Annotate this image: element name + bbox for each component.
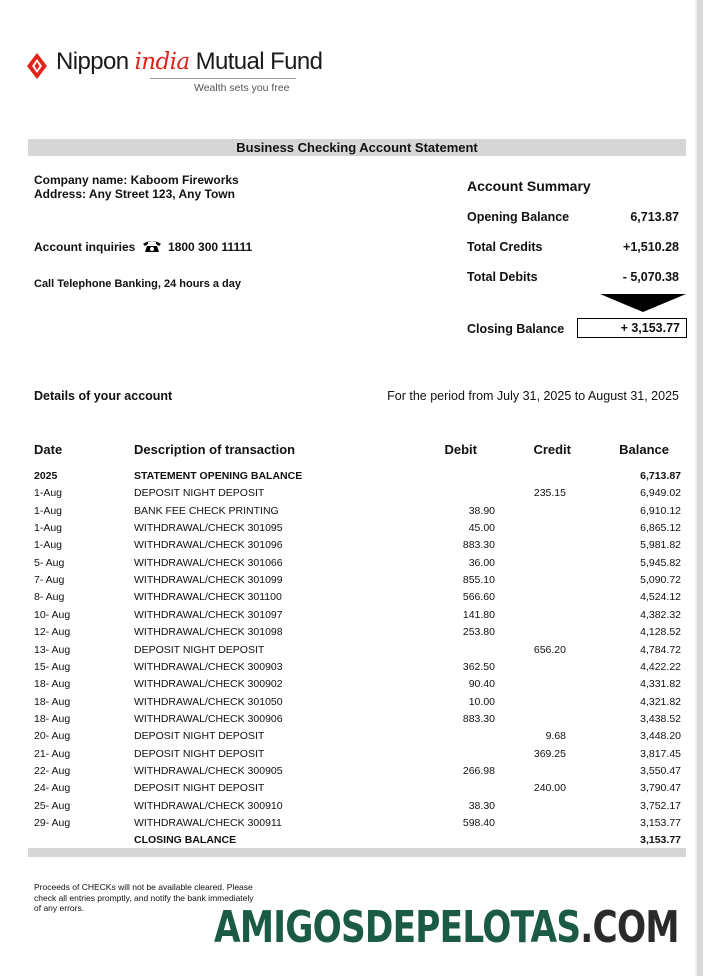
table-row [0,661,703,678]
cell-balance: 6,910.12 [640,504,681,517]
cell-credit: 369.25 [533,747,566,760]
cell-description: DEPOSIT NIGHT DEPOSIT [134,730,265,743]
table-row [0,539,703,556]
cell-description: WITHDRAWAL/CHECK 301066 [134,556,283,569]
cell-date: 18- Aug [34,695,71,708]
table-row [0,609,703,626]
company-info [34,173,239,201]
footnote: Proceeds of CHECKs will not be available cleared. Please check all entries promptly, and notify the bank immediately of any errors. [34,882,254,913]
cell-debit: 253.80 [462,626,495,639]
cell-description: WITHDRAWAL/CHECK 301097 [134,608,283,621]
table-row [0,626,703,643]
cell-debit: 566.60 [462,591,495,604]
cell-balance: 4,382.32 [640,608,681,621]
cell-balance: 5,090.72 [640,574,681,587]
table-row [0,817,703,834]
cell-date: 1-Aug [34,539,63,552]
cell-date: 25- Aug [34,799,71,812]
cell-date: 22- Aug [34,764,71,777]
cell-description: DEPOSIT NIGHT DEPOSIT [134,643,265,656]
cell-balance: 3,153.77 [640,817,681,829]
statement-title-bar [28,139,686,156]
cell-description: WITHDRAWAL/CHECK 301096 [134,539,283,552]
table-row [0,591,703,608]
cell-description: WITHDRAWAL/CHECK 301050 [134,695,283,708]
cell-date: 1-Aug [34,504,63,517]
column-header-debit: Debit [444,442,477,457]
cell-balance: 5,945.82 [640,556,681,569]
statement-title: Business Checking Account Statement [236,140,478,155]
table-row [0,487,703,504]
cell-description: DEPOSIT NIGHT DEPOSIT [134,487,265,500]
cell-description: CLOSING BALANCE [134,834,237,847]
cell-debit: 598.40 [462,817,495,829]
details-heading: Details of your account [34,389,173,403]
table-row [0,800,703,817]
cell-debit: 855.10 [462,574,495,587]
total-credits-value: +1,510.28 [623,240,679,254]
cell-date: 21- Aug [34,747,71,760]
cell-date: 20- Aug [34,730,71,743]
cell-balance: 3,153.77 [640,834,681,847]
cell-description: WITHDRAWAL/CHECK 301100 [134,591,282,604]
cell-date: 7- Aug [34,574,65,587]
cell-balance: 4,422.22 [640,660,681,673]
cell-balance: 4,784.72 [640,643,681,656]
cell-description: DEPOSIT NIGHT DEPOSIT [134,782,265,795]
table-row [0,557,703,574]
table-row [0,748,703,765]
opening-balance-label: Opening Balance [467,210,570,224]
table-row [0,782,703,799]
table-row [0,765,703,782]
cell-date: 1-Aug [34,487,63,500]
cell-description: WITHDRAWAL/CHECK 300911 [134,817,282,829]
account-inquiries [34,239,252,254]
cell-description: WITHDRAWAL/CHECK 300906 [134,712,283,725]
statement-period: For the period from July 31, 2025 to August 31, 2025 [387,389,679,403]
cell-description: WITHDRAWAL/CHECK 301099 [134,574,283,587]
cell-balance: 6,865.12 [640,522,681,535]
site-watermark: AMIGOSDEPELOTAS.COM [214,902,679,953]
cell-date: 29- Aug [34,817,71,829]
cell-date: 5- Aug [34,556,65,569]
cell-description: STATEMENT OPENING BALANCE [134,470,303,482]
cell-date: 18- Aug [34,712,71,725]
cell-balance: 4,331.82 [640,678,681,691]
cell-balance: 3,790.47 [640,782,681,795]
cell-date: 13- Aug [34,643,71,656]
total-debits-label: Total Debits [467,270,538,284]
cell-date: 12- Aug [34,626,71,639]
cell-description: DEPOSIT NIGHT DEPOSIT [134,747,265,760]
cell-balance: 6,949.02 [640,487,681,500]
logo-divider [150,78,296,79]
cell-date: 1-Aug [34,522,63,535]
table-end-bar [28,848,686,857]
cell-description: WITHDRAWAL/CHECK 300905 [134,764,283,777]
cell-description: WITHDRAWAL/CHECK 300903 [134,660,283,673]
company-address: Address: Any Street 123, Any Town [34,187,235,201]
table-row [0,574,703,591]
cell-credit: 235.15 [533,487,566,500]
cell-date: 8- Aug [34,591,65,604]
cell-balance: 5,981.82 [640,539,681,552]
cell-description: WITHDRAWAL/CHECK 301098 [134,626,283,639]
cell-balance: 3,438.52 [640,712,681,725]
cell-description: WITHDRAWAL/CHECK 300902 [134,678,283,691]
cell-debit: 883.30 [462,712,495,725]
cell-credit: 9.68 [545,730,566,743]
table-row [0,522,703,539]
cell-balance: 3,448.20 [640,730,681,743]
company-name: Company name: Kaboom Fireworks [34,173,239,187]
cell-debit: 38.30 [468,799,495,812]
telephone-banking-note: Call Telephone Banking, 24 hours a day [34,278,242,290]
closing-balance-value: + 3,153.77 [577,318,687,338]
cell-date: 18- Aug [34,678,71,691]
cell-balance: 4,524.12 [640,591,681,604]
cell-debit: 141.80 [462,608,495,621]
cell-balance: 6,713.87 [640,470,681,482]
table-row [0,470,703,487]
cell-debit: 362.50 [462,660,495,673]
cell-debit: 266.98 [462,764,495,777]
telephone-icon [142,239,162,253]
cell-debit: 45.00 [468,522,495,535]
table-row [0,713,703,730]
cell-date: 2025 [34,470,58,482]
cell-debit: 10.00 [468,695,495,708]
cell-date: 10- Aug [34,608,71,621]
cell-description: WITHDRAWAL/CHECK 301095 [134,522,283,535]
cell-debit: 38.90 [468,504,495,517]
cell-date: 15- Aug [34,660,71,673]
cell-balance: 4,321.82 [640,695,681,708]
table-row [0,505,703,522]
inquiries-phone: 1800 300 11111 [168,240,253,254]
total-debits-value: - 5,070.38 [622,270,679,284]
cell-date: 24- Aug [34,782,71,795]
logo-tagline: Wealth sets you free [194,82,290,94]
closing-balance-label: Closing Balance [467,322,565,336]
cell-credit: 240.00 [533,782,566,795]
cell-description: WITHDRAWAL/CHECK 300910 [134,799,283,812]
account-summary-title: Account Summary [467,178,591,194]
cell-balance: 3,817.45 [640,747,681,760]
table-row [0,678,703,695]
cell-description: BANK FEE CHECK PRINTING [134,504,279,517]
cell-debit: 90.40 [468,678,495,691]
column-header-balance: Balance [619,442,669,457]
column-header-date: Date [34,442,63,457]
inquiries-label: Account inquiries [34,240,136,254]
table-row [0,644,703,661]
table-row [0,696,703,713]
table-row [0,730,703,747]
logo-wordmark: Nippon india Mutual Fund [56,48,323,75]
cell-balance: 3,752.17 [640,799,681,812]
cell-debit: 36.00 [468,556,495,569]
brand-logo [26,44,323,100]
column-header-credit: Credit [533,442,571,457]
cell-debit: 883.30 [462,539,495,552]
cell-balance: 3,550.47 [640,764,681,777]
column-header-description: Description of transaction [134,442,296,457]
total-credits-label: Total Credits [467,240,543,254]
logo-diamond-icon [26,52,48,80]
down-arrow-icon [600,294,686,312]
cell-balance: 4,128.52 [640,626,681,639]
opening-balance-value: 6,713.87 [630,210,679,224]
cell-credit: 656.20 [533,643,566,656]
